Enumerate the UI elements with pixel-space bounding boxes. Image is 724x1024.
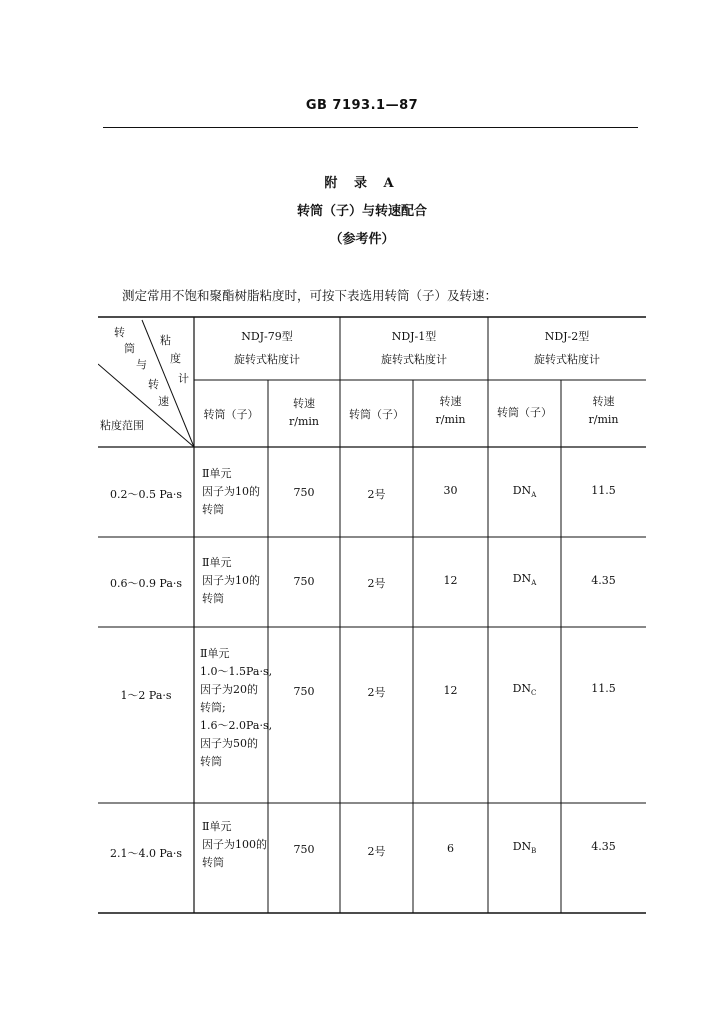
header-ndj79-model: NDJ-79型 (241, 330, 293, 343)
subheader-ndj1-unit: r/min (435, 413, 466, 426)
header-rule (103, 127, 638, 128)
row3-ndj79-speed: 750 (293, 685, 315, 698)
subheader-ndj2-rotor: 转筒（子） (497, 406, 552, 419)
row2-ndj1-rotor: 2号 (367, 577, 386, 590)
annex-type: （参考件） (329, 232, 395, 247)
header-ndj2-kind: 旋转式粘度计 (534, 353, 600, 366)
annex-title: 转筒（子）与转速配合 (296, 204, 427, 219)
row4-ndj2-rotor: $DN_B$ (512, 840, 537, 856)
row1-range: 0.2～0.5 Pa·s (109, 488, 183, 501)
row2-range: 0.6～0.9 Pa·s (109, 577, 183, 590)
corner-rotor: 转 (114, 326, 125, 339)
header-ndj1-kind: 旋转式粘度计 (381, 353, 447, 366)
corner-meter: 计 (178, 372, 189, 385)
row3-ndj1-speed: 12 (443, 684, 458, 697)
header-ndj79-kind: 旋转式粘度计 (234, 353, 300, 366)
row2-ndj79-speed: 750 (293, 575, 315, 588)
corner-speed-1: 转 (148, 378, 159, 391)
row2-ndj2-rotor: $DN_A$ (512, 572, 537, 588)
subheader-ndj1-rotor: 转筒（子） (349, 408, 404, 421)
subheader-ndj2-speed: 转速 (592, 395, 615, 408)
rotor-speed-table (98, 316, 646, 915)
row3-ndj79-rotor: Ⅱ单元 1.0～1.5Pa·s, 因子为20的 转筒; 1.6～2.0Pa·s, 因子为50的 转筒 (200, 647, 273, 768)
annex-label: 附 录 A (324, 176, 400, 191)
row1-ndj79-rotor: Ⅱ单元 因子为10的 转筒 (202, 467, 260, 516)
subheader-ndj1-speed: 转速 (439, 395, 462, 408)
row1-ndj79-speed: 750 (293, 486, 315, 499)
corner-deg: 度 (170, 352, 181, 365)
header-ndj1-model: NDJ-1型 (391, 330, 437, 343)
corner-tube: 筒 (124, 342, 135, 355)
row1-ndj2-speed: 11.5 (591, 484, 616, 497)
row4-ndj2-speed: 4.35 (591, 840, 616, 853)
row2-ndj1-speed: 12 (443, 574, 458, 587)
subheader-ndj79-speed: 转速 (293, 397, 315, 410)
row2-ndj79-rotor: Ⅱ单元 因子为10的 转筒 (202, 556, 260, 605)
intro-text: 测定常用不饱和聚酯树脂粘度时，可按下表选用转筒（子）及转速： (122, 288, 498, 303)
row1-ndj1-speed: 30 (443, 484, 458, 497)
row3-ndj2-speed: 11.5 (591, 682, 616, 695)
row4-range: 2.1～4.0 Pa·s (109, 847, 183, 860)
row4-ndj79-speed: 750 (293, 843, 315, 856)
row4-ndj1-rotor: 2号 (367, 845, 386, 858)
row3-range: 1～2 Pa·s (120, 689, 172, 702)
subheader-ndj79-rotor: 转筒（子） (203, 408, 259, 421)
corner-visc: 粘 (160, 334, 171, 347)
corner-speed-2: 速 (158, 395, 169, 408)
row1-ndj2-rotor: $DN_A$ (512, 484, 537, 500)
corner-range: 粘度范围 (100, 419, 144, 432)
subheader-ndj79-unit: r/min (289, 415, 319, 428)
row3-ndj1-rotor: 2号 (367, 686, 386, 699)
row4-ndj79-rotor: Ⅱ单元 因子为100的 转筒 (202, 820, 267, 869)
row1-ndj1-rotor: 2号 (367, 488, 386, 501)
standard-code: GB 7193.1—87 (305, 98, 419, 113)
header-ndj2-model: NDJ-2型 (544, 330, 590, 343)
subheader-ndj2-unit: r/min (588, 413, 619, 426)
row2-ndj2-speed: 4.35 (591, 574, 616, 587)
row4-ndj1-speed: 6 (447, 842, 454, 855)
row3-ndj2-rotor: $DN_C$ (512, 682, 537, 698)
corner-and: 与 (136, 358, 147, 371)
